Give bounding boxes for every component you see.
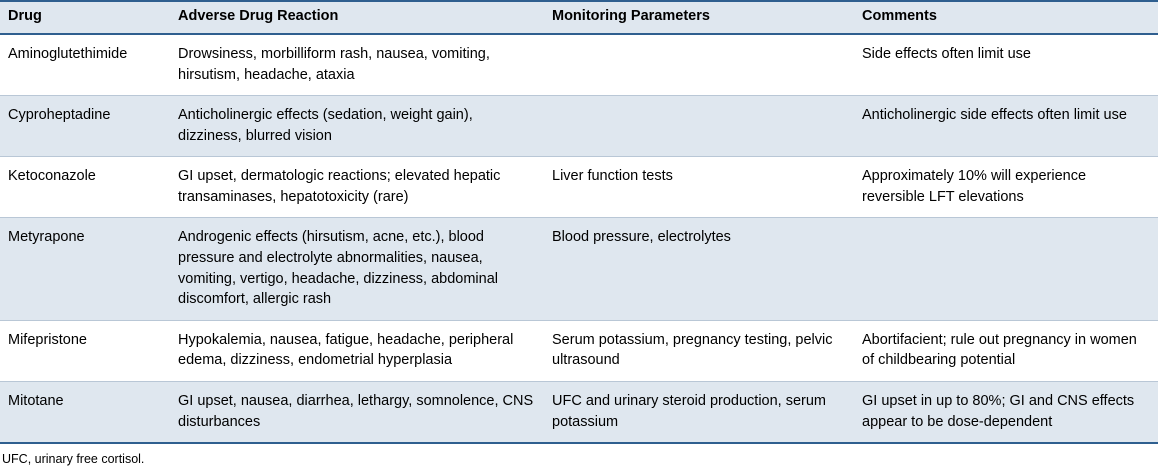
cell-drug: Ketoconazole bbox=[0, 157, 170, 218]
cell-adverse-drug-reaction: GI upset, nausea, diarrhea, lethargy, somnolence, CNS disturbances bbox=[170, 381, 544, 443]
cell-monitoring-parameters: Liver function tests bbox=[544, 157, 854, 218]
cell-adverse-drug-reaction: Hypokalemia, nausea, fatigue, headache, peripheral edema, dizziness, endometrial hyperplasia bbox=[170, 320, 544, 381]
table-row bbox=[0, 320, 1158, 381]
table-header bbox=[0, 1, 1158, 34]
cell-adverse-drug-reaction: GI upset, dermatologic reactions; elevated hepatic transaminases, hepatotoxicity (rare) bbox=[170, 157, 544, 218]
cell-monitoring-parameters: Serum potassium, pregnancy testing, pelvic ultrasound bbox=[544, 320, 854, 381]
column-header-drug: Drug bbox=[0, 1, 170, 34]
table-footnote: UFC, urinary free cortisol. bbox=[2, 452, 145, 466]
column-header-adverse-drug-reaction: Adverse Drug Reaction bbox=[170, 1, 544, 34]
cell-comments: Anticholinergic side effects often limit use bbox=[854, 96, 1158, 157]
column-header-comments: Comments bbox=[854, 1, 1158, 34]
cell-comments bbox=[854, 218, 1158, 320]
cell-drug: Metyrapone bbox=[0, 218, 170, 320]
table-row bbox=[0, 218, 1158, 320]
table-row bbox=[0, 96, 1158, 157]
cell-comments: Abortifacient; rule out pregnancy in women of childbearing potential bbox=[854, 320, 1158, 381]
table-row bbox=[0, 34, 1158, 96]
cell-monitoring-parameters bbox=[544, 96, 854, 157]
table-row bbox=[0, 381, 1158, 443]
column-header-monitoring-parameters: Monitoring Parameters bbox=[544, 1, 854, 34]
cell-adverse-drug-reaction: Anticholinergic effects (sedation, weight gain), dizziness, blurred vision bbox=[170, 96, 544, 157]
cell-adverse-drug-reaction: Androgenic effects (hirsutism, acne, etc.), blood pressure and electrolyte abnormalities, nausea, vomiting, vertigo, headache, dizziness, abdominal discomfort, allergic rash bbox=[170, 218, 544, 320]
cell-comments: GI upset in up to 80%; GI and CNS effects appear to be dose-dependent bbox=[854, 381, 1158, 443]
cell-drug: Aminoglutethimide bbox=[0, 34, 170, 96]
table-header-row bbox=[0, 1, 1158, 34]
table-body bbox=[0, 34, 1158, 443]
cell-monitoring-parameters: UFC and urinary steroid production, serum potassium bbox=[544, 381, 854, 443]
cell-drug: Mitotane bbox=[0, 381, 170, 443]
cell-comments: Approximately 10% will experience reversible LFT elevations bbox=[854, 157, 1158, 218]
cell-monitoring-parameters bbox=[544, 34, 854, 96]
cell-drug: Cyproheptadine bbox=[0, 96, 170, 157]
table-row bbox=[0, 157, 1158, 218]
cell-adverse-drug-reaction: Drowsiness, morbilliform rash, nausea, vomiting, hirsutism, headache, ataxia bbox=[170, 34, 544, 96]
cell-drug: Mifepristone bbox=[0, 320, 170, 381]
cell-comments: Side effects often limit use bbox=[854, 34, 1158, 96]
cell-monitoring-parameters: Blood pressure, electrolytes bbox=[544, 218, 854, 320]
